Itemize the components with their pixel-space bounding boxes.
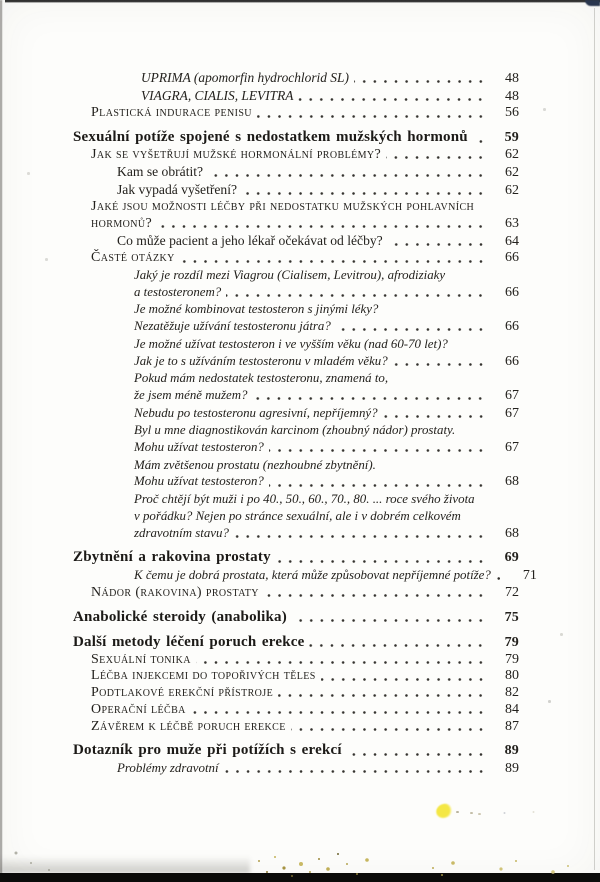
toc-entry-page: 87 (505, 718, 519, 734)
toc-entry-title: zdravotním stavu? (134, 525, 229, 540)
toc-entry (0, 702, 519, 719)
dot-leader (278, 693, 486, 698)
dot-leader (393, 362, 486, 367)
toc-entry-title: Co může pacient a jeho lékař očekávat od léčby? (117, 232, 383, 248)
dot-leader (309, 643, 486, 648)
toc-entry-title: Mohu užívat testosteron? (134, 440, 264, 455)
toc-entry (0, 353, 519, 371)
toc-entry-title: Nezatěžuje užívání testosteronu játra? (134, 319, 331, 334)
toc-entry (0, 567, 537, 585)
toc-entry-page: 69 (504, 550, 519, 566)
toc-entry (0, 633, 519, 652)
toc-entry-page: 67 (505, 440, 519, 456)
toc-entry (0, 439, 519, 457)
toc-entry (0, 70, 519, 88)
dot-leader (242, 191, 486, 196)
toc-entry-title: Problémy zdravotní (117, 761, 219, 776)
toc-entry-page: 79 (504, 634, 519, 650)
toc-entry (0, 301, 519, 318)
scan-edge-top (5, 0, 600, 3)
toc-entry-title: Další metody léčení poruch erekce (73, 633, 305, 650)
toc-entry (0, 548, 519, 567)
toc-entry (0, 233, 519, 251)
toc-entry-page: 68 (505, 525, 519, 541)
toc-entry-page: 89 (505, 761, 519, 777)
toc-entry-title: Jaký je rozdíl mezi Viagrou (Cialisem, Levitrou), afrodiziaky (134, 268, 446, 283)
bottom-speckles (258, 860, 260, 862)
toc-entry-title: Proč chtějí být muži i po 40., 50., 60., 70., 80. ... roce svého života (134, 492, 475, 507)
toc-entry-title: Byl u mne diagnostikován karcinom (zhoubný nádor) prostaty. (134, 423, 456, 438)
toc-entry (0, 685, 519, 702)
toc-entry-title: K čemu je dobrá prostata, která může způsobovat nepříjemné potíže? (134, 568, 491, 583)
dot-leader (496, 576, 504, 581)
toc-entry-title: Jak vypadá vyšetření? (117, 181, 238, 197)
dot-leader (208, 173, 486, 178)
toc-entry-title: v pořádku? Nejen po stránce sexuální, ale i v dobrém celkovém (134, 508, 461, 523)
scan-edge-right (594, 8, 595, 870)
toc-entry-page: 80 (505, 668, 519, 684)
toc-entry-page: 66 (505, 250, 519, 266)
dot-leader (388, 242, 486, 247)
dot-leader (196, 660, 486, 665)
toc-entry-page: 82 (505, 685, 519, 701)
toc-entry-page: 79 (505, 651, 519, 667)
toc-entry (0, 422, 519, 439)
stain-trail-specks (456, 811, 459, 813)
toc-entry-page: 66 (505, 284, 519, 300)
dot-leader (269, 448, 486, 453)
toc-entry-page: 68 (505, 474, 519, 490)
toc-entry (0, 284, 519, 302)
toc-entry (0, 336, 519, 353)
toc-entry (0, 370, 519, 387)
toc-entry-title: Zbytnění a rakovina prostaty (73, 549, 271, 566)
dot-leader (291, 727, 486, 732)
dot-leader (292, 618, 486, 623)
toc-entry-title: Podtlakové erekční přístroje (91, 685, 274, 701)
yellow-stain (435, 802, 454, 819)
toc-entry-page: 66 (505, 319, 519, 335)
toc-entry-title: VIAGRA, CIALIS, LEVITRA (141, 87, 294, 103)
toc-entry-title: Mohu užívat testosteron? (134, 474, 264, 489)
toc-entry (0, 473, 519, 491)
toc-entry (0, 147, 519, 164)
dot-leader (336, 327, 486, 332)
dot-leader (191, 710, 486, 715)
toc-entry-page: 62 (505, 182, 519, 198)
toc-entry (0, 719, 519, 736)
dot-leader (257, 114, 486, 119)
toc-entry (0, 525, 519, 543)
toc-entry (0, 318, 519, 336)
toc-entry (0, 457, 519, 474)
toc-entry (0, 491, 519, 508)
toc-entry (0, 608, 519, 627)
dot-leader (264, 593, 486, 598)
toc-entry-title: Nebudu po testosteronu agresivní, nepříjemný? (134, 405, 378, 420)
toc-entry-page: 67 (505, 405, 519, 421)
toc-entry-title: Sexuální potíže spojené s nedostatkem mužských hormonů (73, 129, 468, 146)
toc-entry-page: 84 (505, 701, 519, 717)
toc-entry-title: Mám zvětšenou prostatu (nezhoubné zbytnění). (134, 457, 376, 472)
toc-entry (0, 741, 519, 760)
toc-entry-title: Kam se obrátit? (117, 163, 204, 179)
toc-entry-page: 75 (504, 609, 519, 625)
toc-entry-page: 67 (505, 387, 519, 403)
toc-entry-title: že jsem méně mužem? (134, 387, 248, 402)
toc-entry-page: 56 (505, 105, 519, 121)
dot-leader (386, 155, 486, 160)
toc-entry (0, 164, 519, 182)
faint-paper-specks (543, 108, 546, 111)
toc-entry-page: 71 (522, 568, 537, 584)
toc-entry-title: Nádor (rakovina) prostaty (91, 584, 259, 600)
toc-entry-title: Dotazník pro muže při potížích s erekcí (73, 742, 342, 759)
toc-entry-page: 89 (504, 743, 519, 759)
toc-entry-title: Je možné užívat testosteron i ve vyšším věku (nad 60-70 let)? (134, 336, 448, 351)
toc-list (0, 70, 537, 778)
dot-leader (224, 769, 486, 774)
toc-entry-title: hormonů? (91, 215, 153, 231)
toc-entry (0, 250, 519, 267)
toc-entry-page: 64 (505, 233, 519, 249)
dot-leader (347, 752, 486, 757)
toc-entry-page: 59 (504, 130, 519, 146)
toc-entry-title: Sexuální tonika (91, 651, 191, 667)
toc-entry-title: Léčba injekcemi do topořivých těles (91, 668, 316, 684)
toc-entry-title: Plastická indurace penisu (91, 105, 252, 121)
toc-entry-title: Pokud mám nedostatek testosteronu, znamená to, (134, 371, 389, 386)
toc-entry-title: Je možné kombinovat testosteron s jinými léky? (134, 302, 379, 317)
dot-leader (354, 79, 486, 84)
scan-edge-left (0, 0, 2, 882)
toc-entry (0, 387, 519, 405)
dot-leader (473, 139, 486, 144)
dot-leader (321, 677, 486, 682)
toc-entry-title: Časté otázky (91, 250, 175, 266)
toc-entry (0, 216, 519, 233)
toc-entry (0, 128, 519, 147)
toc-entry-title: Anabolické steroidy (anabolika) (73, 608, 287, 625)
toc-entry-title: Jaké jsou možnosti léčby při nedostatku mužských pohlavních (91, 199, 475, 215)
toc-entry-page: 62 (505, 147, 519, 163)
toc-entry-page: 63 (505, 215, 519, 231)
toc-entry (0, 267, 519, 284)
toc-entry-title: a testosteronem? (134, 284, 222, 299)
toc-entry (0, 668, 519, 685)
toc-entry-page: 48 (505, 88, 519, 104)
toc-entry-page: 48 (505, 71, 519, 86)
toc-entry (0, 405, 519, 423)
toc-entry-title: Jak se vyšetřují mužské hormonální problémy? (91, 147, 382, 163)
dot-leader (269, 483, 486, 488)
dot-leader (383, 414, 486, 419)
toc-entry-title: Jak je to s užíváním testosteronu v mladém věku? (134, 353, 388, 368)
toc-entry-page: 62 (505, 164, 519, 180)
toc-entry (0, 760, 519, 778)
toc-entry-title: Závěrem k léčbě poruch erekce (91, 718, 286, 734)
toc-entry (0, 508, 519, 525)
toc-entry (0, 88, 519, 106)
dot-leader (157, 224, 486, 229)
toc-entry-page: 72 (505, 584, 519, 600)
scan-bottom-smudge (0, 856, 250, 873)
toc-entry (0, 652, 519, 669)
dot-leader (276, 559, 486, 564)
dot-leader (298, 97, 486, 102)
toc-entry-page: 66 (505, 353, 519, 369)
scan-edge-bottom (0, 873, 600, 882)
scan-corner-mark (585, 0, 600, 6)
dot-leader (234, 534, 486, 539)
dot-leader (180, 259, 486, 264)
toc-entry (0, 585, 519, 602)
dot-leader (226, 293, 486, 298)
toc-entry (0, 199, 519, 216)
toc-entry (0, 182, 519, 200)
toc-entry (0, 105, 519, 122)
toc-entry-title: UPRIMA (apomorfin hydrochlorid SL) (141, 70, 349, 85)
dot-leader (252, 396, 486, 401)
toc-entry-title: Operační léčba (91, 701, 186, 717)
